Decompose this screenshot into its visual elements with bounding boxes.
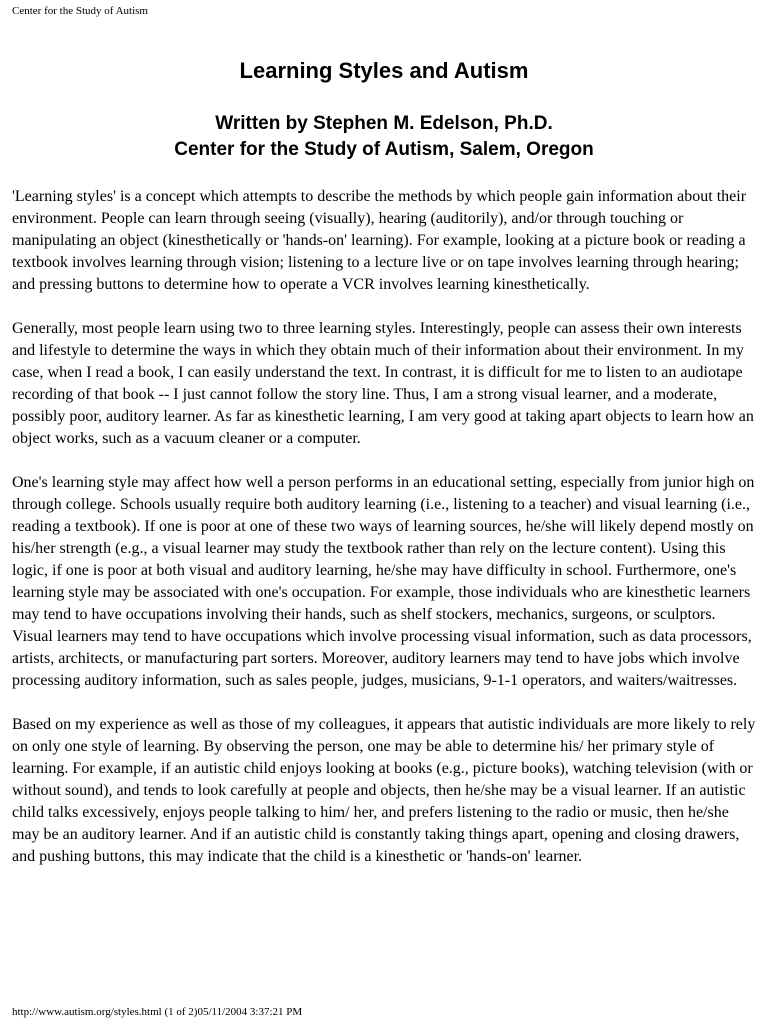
author-line: Written by Stephen M. Edelson, Ph.D. <box>215 113 553 134</box>
paragraph-1: 'Learning styles' is a concept which attempts to describe the methods by which people gain information about their environment. People can learn through seeing (visually), hearing (auditorily), and/or through touching or manipulating an object (kinesthetically or 'hands-on' learning). For example, looking at a picture book or reading a textbook involves learning through vision; listening to a lecture live or on tape involves learning through hearing; and pressing buttons to determine how to operate a VCR involves learning kinesthetically. <box>12 188 747 293</box>
paragraph-2: Generally, most people learn using two to three learning styles. Interestingly, people can assess their own interests and lifestyle to determine the ways in which they obtain much of their information about their environment. In my case, when I read a book, I can easily understand the text. In contrast, it is difficult for me to listen to an audiotape recording of that book -- I just cannot follow the story line. Thus, I am a strong visual learner, and a moderate, possibly poor, auditory learner. As far as kinesthetic learning, I am very good at taking apart objects to learn how an object works, such as a vacuum cleaner or a computer. <box>12 320 754 447</box>
affiliation-line: Center for the Study of Autism, Salem, Oregon <box>174 139 594 160</box>
byline <box>0 111 768 163</box>
paragraph-3: One's learning style may affect how well a person performs in an educational setting, especially from junior high on through college. Schools usually require both auditory learning (i.e., listening to a teacher) and visual learning (i.e., reading a textbook). If one is poor at one of these two ways of learning sources, he/she will likely depend mostly on his/her strength (e.g., a visual learner may study the textbook rather than rely on the lecture content). Using this logic, if one is poor at both visual and auditory learning, he/she may have difficulty in school. Furthermore, one's learning style may be associated with one's occupation. For example, those individuals who are kinesthetic learners may tend to have occupations involving their hands, such as shelf stockers, mechanics, surgeons, or sculptors. Visual learners may tend to have occupations which involve processing visual information, such as data processors, artists, architects, or manufacturing part sorters. Moreover, auditory learners may tend to have jobs which involve processing auditory information, such as sales people, judges, musicians, 9-1-1 operators, and waiters/waitresses. <box>12 474 755 689</box>
paragraph-4: Based on my experience as well as those of my colleagues, it appears that autistic individuals are more likely to rely on only one style of learning. By observing the person, one may be able to determine his/ her primary style of learning. For example, if an autistic child enjoys looking at books (e.g., picture books), watching television (with or without sound), and tends to look carefully at people and objects, then he/she may be a visual learner. If an autistic child talks excessively, enjoys people talking to him/ her, and prefers listening to the radio or music, then he/she may be an auditory learner. And if an autistic child is constantly taking things apart, opening and closing drawers, and pushing buttons, this may indicate that the child is a kinesthetic or 'hands-on' learner. <box>12 716 756 865</box>
page-header: Center for the Study of Autism <box>12 5 148 17</box>
article-body <box>12 186 760 890</box>
page-footer: http://www.autism.org/styles.html (1 of 2)05/11/2004 3:37:21 PM <box>12 1006 303 1018</box>
article-title: Learning Styles and Autism <box>239 58 529 83</box>
